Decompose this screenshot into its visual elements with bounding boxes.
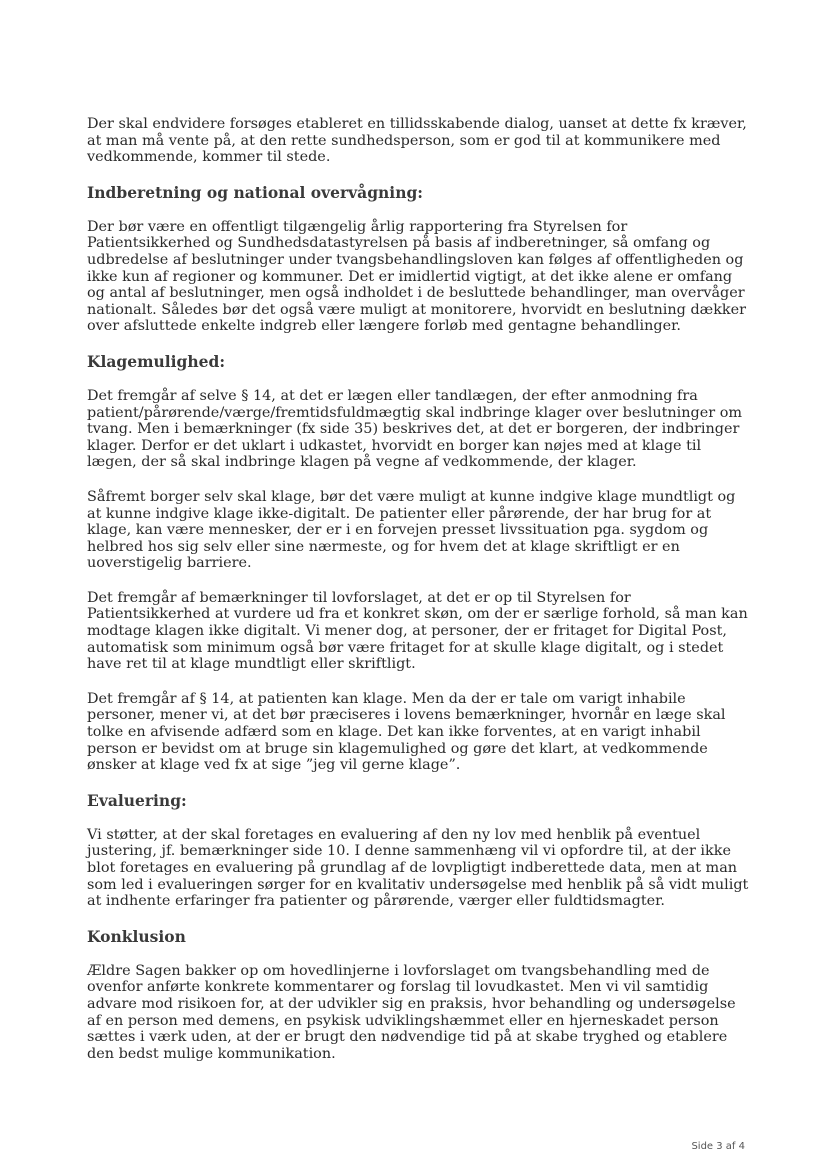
section-heading-evaluering: Evaluering: [87, 790, 187, 810]
konklusion-paragraph: Ældre Sagen bakker op om hovedlinjerne i lovforslaget om tvangsbehandling med de ovenfor anførte konkrete kommentarer og forslag til lovudkastet. Men vi vil samtidig advare mod risikoen for, at der udvikler sig en praksis, hvor behandling og undersøgelse af en person med demens, en psykisk udviklingshæmmet eller en hjerneskadet person sættes i værk uden, at der er brugt den nødvendige tid på at skabe tryghed og etablere den bedst mulige kommunikation. [87, 962, 736, 1062]
section-heading-indberetning: Indberetning og national overvågning: [87, 182, 424, 202]
klagemulighed-paragraph-3: Det fremgår af bemærkninger til lovforslaget, at det er op til Styrelsen for Patientsikkerhed at vurdere ud fra et konkret skøn, om der er særlige forhold, så man kan modtage klagen ikke digitalt. Vi mener dog, at personer, der er fritaget for Digital Post, automatisk som minimum også bør være fritaget for at skulle klage digitalt, og i stedet have ret til at klage mundtligt eller skriftligt. [87, 589, 748, 673]
section-heading-konklusion: Konklusion [87, 926, 186, 946]
evaluering-paragraph: Vi støtter, at der skal foretages en evaluering af den ny lov med henblik på eventuel justering, jf. bemærkninger side 10. I denne sammenhæng vil vi opfordre til, at der ikke blot foretages en evaluering på grundlag af de lovpligtigt indberettede data, men at man som led i evalueringen sørger for en kvalitativ undersøgelse med henblik på så vidt muligt at indhente erfaringer fra patienter og pårørende, værger eller fuldtidsmagter. [87, 826, 749, 910]
intro-paragraph: Der skal endvidere forsøges etableret en tillidsskabende dialog, uanset at dette fx kræver, at man må vente på, at den rette sundhedsperson, som er god til at kommunikere med vedkommende, kommer til stede. [87, 116, 747, 166]
klagemulighed-paragraph-2: Såfremt borger selv skal klage, bør det være muligt at kunne indgive klage mundtligt og at kunne indgive klage ikke-digitalt. De patienter eller pårørende, der har brug for at klage, kan være mennesker, der er i en forvejen presset livssituation pga. sygdom og helbred hos sig selv eller sine nærmeste, og for hvem det at klage skriftligt er en uoverstigelig barriere. [87, 488, 736, 572]
section-heading-klagemulighed: Klagemulighed: [87, 351, 226, 371]
page-number: Side 3 af 4 [691, 1141, 745, 1152]
klagemulighed-paragraph-1: Det fremgår af selve § 14, at det er lægen eller tandlægen, der efter anmodning fra patient/pårørende/værge/fremtidsfuldmægtig skal indbringe klager over beslutninger om tvang. Men i bemærkninger (fx side 35) beskrives det, at det er borgeren, der indbringer klager. Derfor er det uklart i udkastet, hvorvidt en borger kan nøjes med at klage til lægen, der så skal indbringe klagen på vegne af vedkommende, der klager. [87, 387, 743, 471]
indberetning-paragraph: Der bør være en offentligt tilgængelig årlig rapportering fra Styrelsen for Patientsikkerhed og Sundhedsdatastyrelsen på basis af indberetninger, så omfang og udbredelse af beslutninger under tvangsbehandlingsloven kan følges af offentligheden og ikke kun af regioner og kommuner. Det er imidlertid vigtigt, at det ikke alene er omfang og antal af beslutninger, men også indholdet i de besluttede behandlinger, man overvåger nationalt. Således bør det også være muligt at monitorere, hvorvidt en beslutning dækker over afsluttede enkelte indgreb eller længere forløb med gentagne behandlinger. [87, 218, 747, 335]
document-body [87, 116, 752, 1080]
klagemulighed-paragraph-4: Det fremgår af § 14, at patienten kan klage. Men da der er tale om varigt inhabile personer, mener vi, at det bør præciseres i lovens bemærkninger, hvornår en læge skal tolke en afvisende adfærd som en klage. Det kan ikke forventes, at en varigt inhabil person er bevidst om at bruge sin klagemulighed og gøre det klart, at vedkommende ønsker at klage ved fx at sige ”jeg vil gerne klage”. [87, 690, 726, 774]
